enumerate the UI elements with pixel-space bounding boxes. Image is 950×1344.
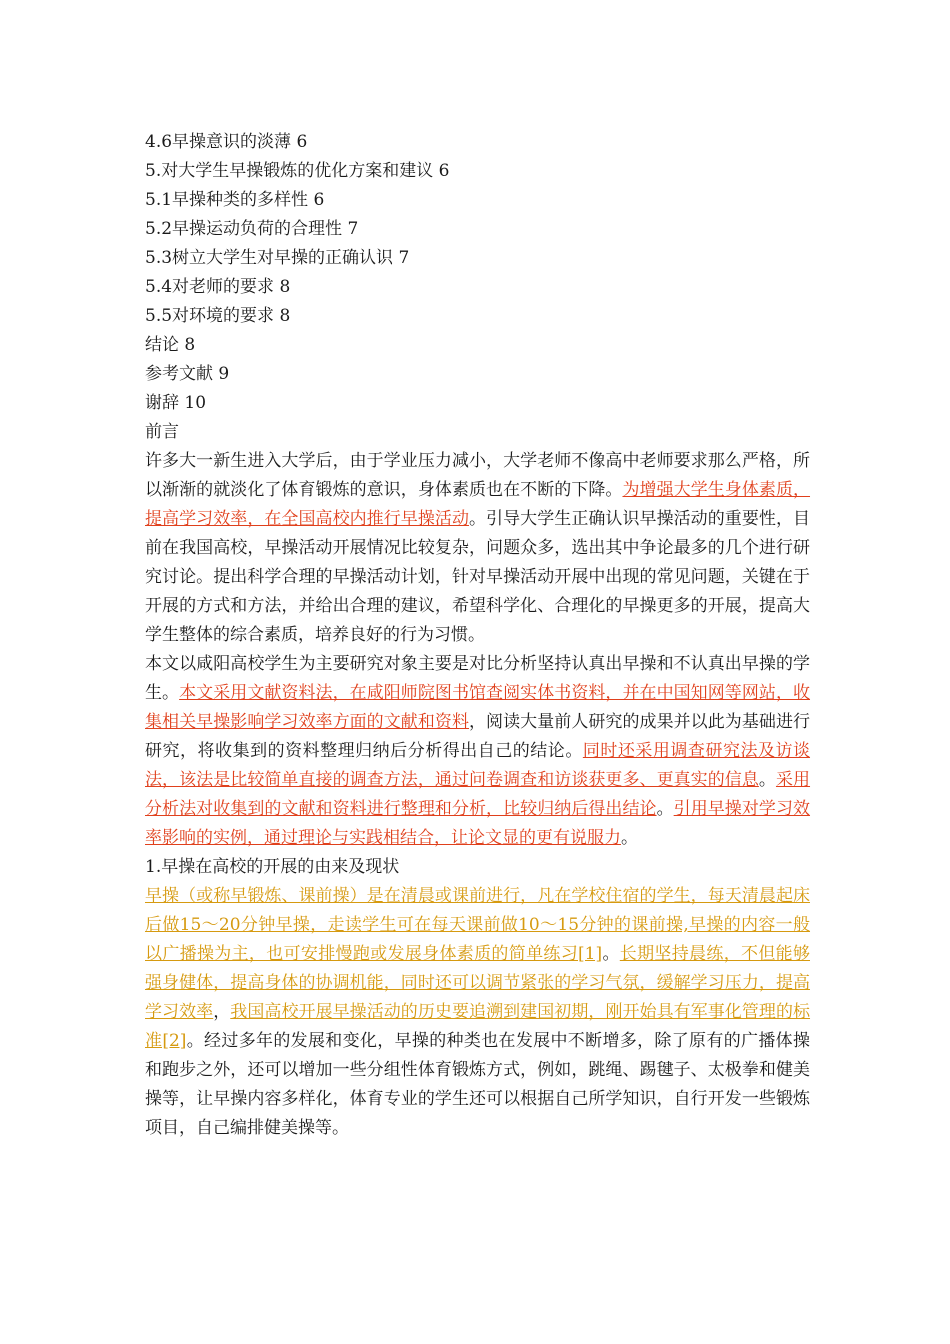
document-page [145, 128, 810, 1143]
preface-paragraph-2 [145, 650, 810, 853]
body-text: 。引导大学生正确认识早操活动的重要性，目前在我国高校，早操活动开展情况比较复杂，问题众多，选出其中争论最多的几个进行研究讨论。提出科学合理的早操活动计划，针对早操活动开展中出现的常见问题，关键在于开展的方式和方法，并给出合理的建议，希望科学化、合理化的早操更多的开展，提高大学生整体的综合素质，培养良好的行为习惯。 [145, 509, 810, 645]
body-text: 许多大一新生进入大学后，由于学业压力减小，大学老师不像高中老师要求那么严格，所以渐渐的就淡化了体育锻炼的意识，身体素质也在不断的下降。 [145, 451, 810, 500]
body-text: 。 [602, 944, 620, 964]
toc-entry: 结论 8 [145, 335, 196, 355]
cited-text: 长期坚持晨练，不但能够强身健体，提高身体的协调机能，同时还可以调节紧张的学习气氛，缓解学习压力，提高学习效率 [145, 944, 810, 1022]
toc-entry: 4.6早操意识的淡薄 6 [145, 132, 308, 152]
body-text: 。经过多年的发展和变化，早操的种类也在发展中不断增多，除了原有的广播体操和跑步之外，还可以增加一些分组性体育锻炼方式，例如，跳绳、踢毽子、太极拳和健美操等，让早操内容多样化，体育专业的学生还可以根据自己所学知识，自行开发一些锻炼项目，自己编排健美操等。 [145, 1031, 810, 1138]
cited-text: 我国高校开展早操活动的历史要追溯到建国初期，刚开始具有军事化管理的标准[2] [145, 1002, 811, 1051]
body-text: ，阅读大量前人研究的成果并以此为基础进行研究，将收集到的资料整理归纳后分析得出自己的结论。 [145, 712, 810, 761]
toc-entry: 5.2早操运动负荷的合理性 7 [145, 219, 359, 239]
cited-text: 引用早操对学习效率影响的实例，通过理论与实践相结合，让论文显的更有说服力 [145, 799, 811, 848]
toc-entry: 5.4对老师的要求 8 [145, 277, 291, 297]
toc-entry: 5.1早操种类的多样性 6 [145, 190, 325, 210]
cited-text: 同时还采用调查研究法及访谈法，该法是比较简单直接的调查方法，通过问卷调查和访谈获更多、更真实的信息 [145, 741, 811, 790]
body-text: ， [213, 1002, 231, 1022]
toc-entry: 5.对大学生早操锻炼的优化方案和建议 6 [145, 161, 450, 181]
cited-text: 为增强大学生身体素质，提高学习效率，在全国高校内推行早操活动 [145, 480, 811, 529]
body-text: 本文以咸阳高校学生为主要研究对象主要是对比分析坚持认真出早操和不认真出早操的学生。 [145, 654, 810, 703]
toc-entry: 5.5对环境的要求 8 [145, 306, 291, 326]
cited-text: 走读学生可在每天课前做10～15分钟的课前操,早操的内容一般以广播操为主，也可安排慢跑或发展身体素质的简单练习[1] [145, 915, 811, 964]
cited-text: 本文采用文献资料法，在咸阳师院图书馆查阅实体书资料，并在中国知网等网站，收集相关早操影响学习效率方面的文献和资料 [145, 683, 811, 732]
section-1-heading: 1.早操在高校的开展的由来及现状 [145, 857, 400, 877]
body-text: 。 [656, 799, 674, 819]
toc-entry: 谢辞 10 [145, 393, 207, 413]
section-1-paragraph-1 [145, 882, 810, 1143]
toc-entry: 5.3树立大学生对早操的正确认识 7 [145, 248, 410, 268]
preface-heading: 前言 [145, 422, 179, 442]
cited-text: 采用分析法对收集到的文献和资料进行整理和分析，比较归纳后得出结论 [145, 770, 811, 819]
preface-paragraph-1 [145, 447, 810, 650]
toc-entry: 参考文献 9 [145, 364, 230, 384]
body-text: 。 [758, 770, 776, 790]
cited-text: 早操（或称早锻炼、课前操）是在清晨或课前进行，凡在学校住宿的学生，每天清晨起床后做15～20分钟早操， [145, 886, 810, 935]
body-text: 。 [621, 828, 638, 848]
table-of-contents [145, 128, 810, 418]
